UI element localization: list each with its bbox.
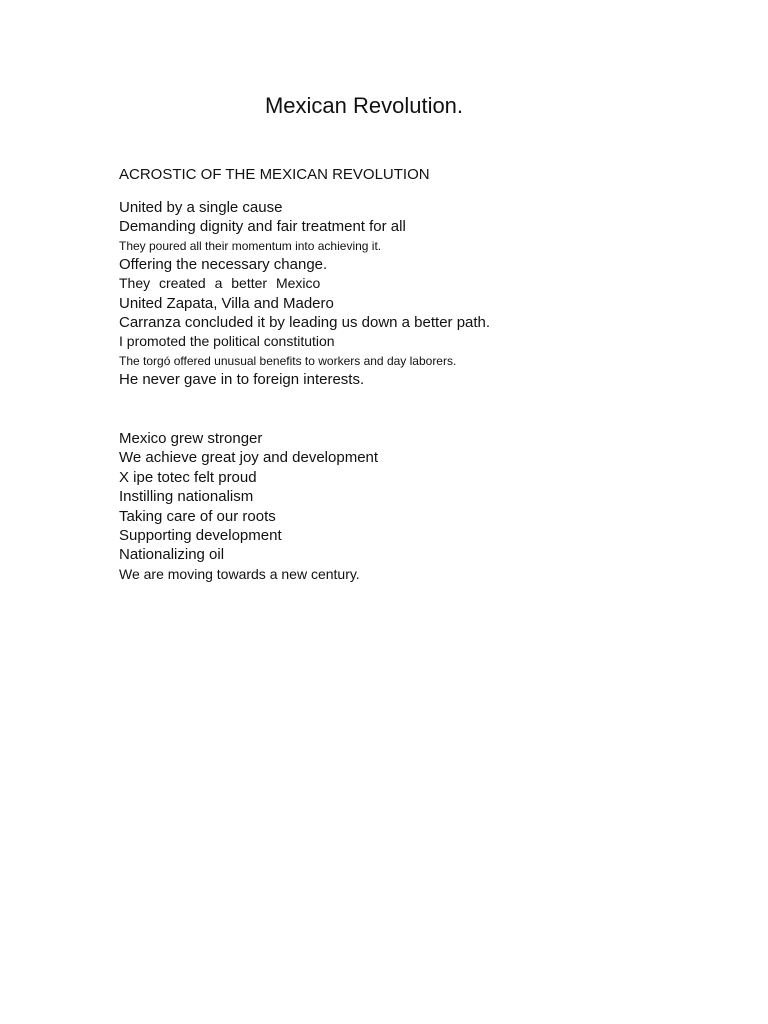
poem-line: He never gave in to foreign interests. [119, 370, 365, 388]
document-title: Mexican Revolution. [264, 93, 464, 118]
poem-line: United by a single cause [119, 199, 283, 216]
poem-line: We achieve great joy and development [119, 449, 379, 467]
poem-line: Supporting development [119, 527, 282, 545]
poem-line: Carranza concluded it by leading us down a better path. [119, 314, 491, 332]
acrostic-heading: ACROSTIC OF THE MEXICAN REVOLUTION [119, 166, 430, 183]
acrostic-stanza-revolution [119, 198, 490, 389]
poem-line: Offering the necessary change. [119, 255, 328, 273]
poem-line: X ipe totec felt proud [119, 468, 257, 486]
poem-line: They created a better Mexico [119, 275, 321, 292]
acrostic-stanza-mexico [119, 429, 378, 584]
poem-line: We are moving towards a new century. [119, 565, 360, 582]
poem-line: The torgó offered unusual benefits to workers and day laborers. [119, 353, 457, 368]
poem-line: Mexico grew stronger [119, 430, 263, 447]
poem-line: Nationalizing oil [119, 546, 225, 564]
poem-line: Instilling nationalism [119, 488, 254, 506]
poem-line: Taking care of our roots [119, 507, 276, 525]
poem-line: Demanding dignity and fair treatment for all [119, 218, 406, 236]
poem-line: I promoted the political constitution [119, 333, 335, 350]
poem-line: United Zapata, Villa and Madero [119, 294, 334, 312]
poem-line: They poured all their momentum into achieving it. [119, 238, 382, 253]
